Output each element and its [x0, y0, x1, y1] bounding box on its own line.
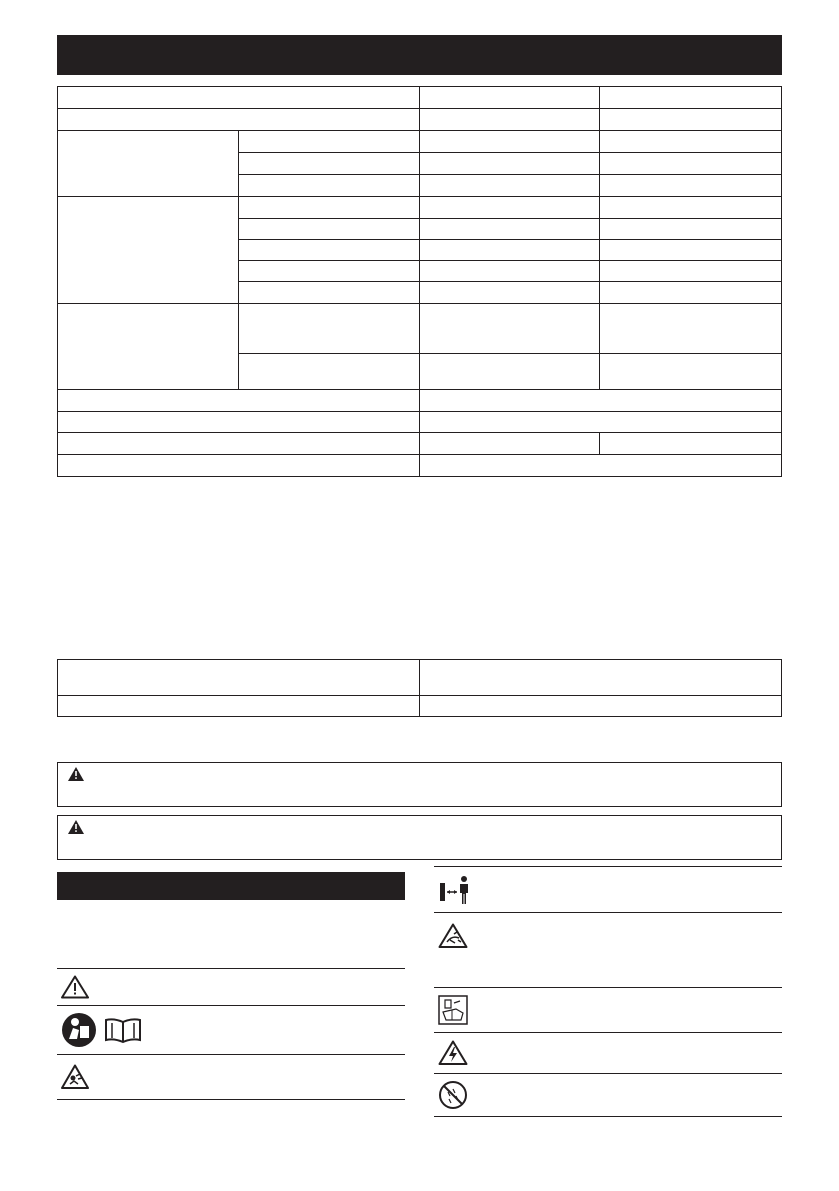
- table-cell: [238, 240, 419, 261]
- symbols-right-list: [434, 866, 782, 1117]
- table-cell: [419, 261, 600, 282]
- thrown-objects-icon: [438, 923, 468, 949]
- warning-triangle-icon: [61, 975, 89, 999]
- table-cell: [238, 131, 419, 153]
- table-cell: [600, 219, 782, 240]
- table-cell: [238, 304, 419, 354]
- specifications-title-bar: [57, 35, 782, 75]
- electric-shock-icon: [438, 1040, 468, 1066]
- book-icon: [103, 1016, 143, 1044]
- table-cell: [238, 175, 419, 197]
- list-item: [434, 867, 782, 913]
- table-cell: [600, 175, 782, 197]
- table-cell: [419, 240, 600, 261]
- table-cell: [419, 390, 782, 412]
- table-cell: [238, 282, 419, 304]
- table-cell: [419, 131, 600, 153]
- table-cell: [419, 175, 600, 197]
- table-cell: [600, 153, 782, 175]
- table-cell: [238, 219, 419, 240]
- table-cell: [419, 153, 600, 175]
- table-cell: [600, 354, 782, 390]
- specifications-table: [57, 86, 782, 477]
- list-item: [57, 1055, 405, 1100]
- table-row: [58, 412, 782, 433]
- table-row: [58, 433, 782, 455]
- warning-box-2: [57, 815, 782, 860]
- no-rain-icon: [438, 1080, 468, 1110]
- table-row: [58, 304, 782, 354]
- table-row: [58, 109, 782, 131]
- table-cell: [600, 282, 782, 304]
- list-item: [434, 913, 782, 988]
- table-cell: [58, 131, 239, 197]
- table-cell: [600, 304, 782, 354]
- flying-debris-icon: [61, 1064, 89, 1090]
- table-cell: [600, 197, 782, 219]
- table-row: [58, 660, 782, 696]
- table-cell: [600, 131, 782, 153]
- table-cell: [58, 87, 420, 109]
- symbols-left-list: [57, 968, 405, 1100]
- table-cell: [58, 455, 420, 477]
- table-cell: [58, 433, 420, 455]
- warning-box-1: [57, 762, 782, 807]
- table-cell: [58, 390, 420, 412]
- table-cell: [600, 261, 782, 282]
- symbols-title-bar: [57, 872, 405, 900]
- table-cell: [419, 304, 600, 354]
- warning-triangle-icon: [68, 820, 84, 834]
- battery-table: [57, 659, 782, 717]
- table-cell: [600, 87, 782, 109]
- table-cell: [58, 304, 239, 390]
- table-cell: [58, 660, 420, 696]
- table-cell: [600, 433, 782, 455]
- table-cell: [419, 109, 600, 131]
- table-cell: [419, 197, 600, 219]
- table-cell: [419, 455, 782, 477]
- table-row: [58, 455, 782, 477]
- table-row: [58, 197, 782, 219]
- table-cell: [58, 696, 420, 717]
- keep-distance-icon: [438, 875, 472, 905]
- table-cell: [419, 433, 600, 455]
- table-row: [58, 696, 782, 717]
- read-manual-icon: [61, 1012, 97, 1048]
- list-item: [57, 1006, 405, 1055]
- table-cell: [238, 153, 419, 175]
- table-cell: [238, 261, 419, 282]
- table-row: [58, 87, 782, 109]
- table-cell: [419, 282, 600, 304]
- table-row: [58, 131, 782, 153]
- table-cell: [419, 660, 782, 696]
- table-cell: [58, 109, 420, 131]
- table-cell: [419, 87, 600, 109]
- list-item: [434, 1033, 782, 1074]
- protective-gear-icon: [438, 995, 468, 1025]
- table-cell: [419, 219, 600, 240]
- list-item: [434, 988, 782, 1033]
- table-cell: [238, 354, 419, 390]
- table-cell: [419, 354, 600, 390]
- table-cell: [238, 197, 419, 219]
- list-item: [57, 969, 405, 1006]
- table-cell: [58, 197, 239, 304]
- table-row: [58, 390, 782, 412]
- table-cell: [58, 412, 420, 433]
- list-item: [434, 1074, 782, 1117]
- table-cell: [419, 696, 782, 717]
- table-cell: [600, 109, 782, 131]
- warning-triangle-icon: [68, 767, 84, 781]
- table-cell: [419, 412, 782, 433]
- table-cell: [600, 240, 782, 261]
